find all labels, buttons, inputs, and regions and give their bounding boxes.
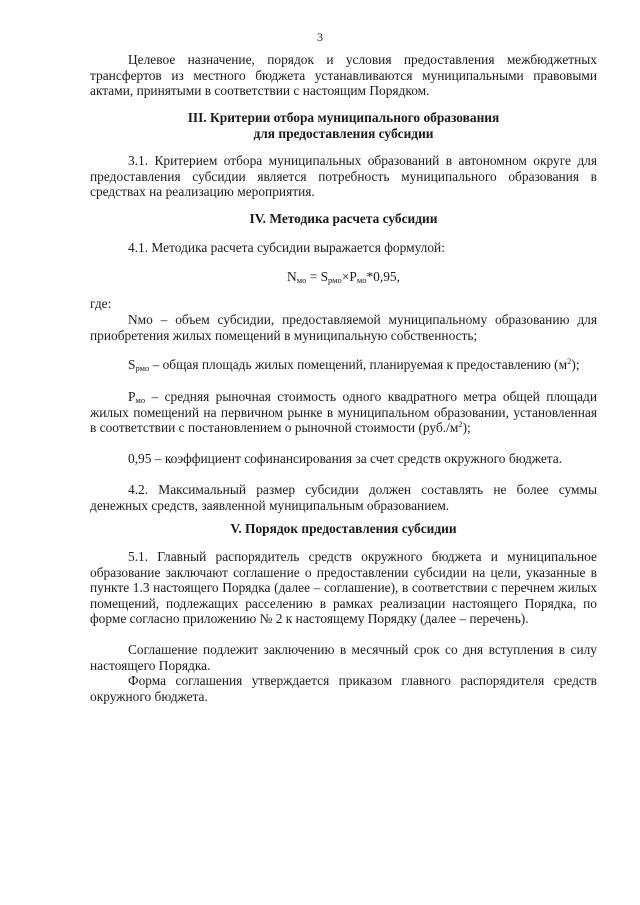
section-3	[90, 110, 597, 141]
def-s-text: – общая площадь жилых помещений, планируемая к предоставлению (м	[149, 357, 568, 372]
formula-times: ×	[341, 269, 350, 284]
section-3-paragraph-1: 3.1. Критерием отбора муниципальных образований в автономном округе для предоставления субсидии является потребность муниципального образования в средствах на реализацию мероприятия.	[90, 153, 597, 200]
formula-p-sub: мо	[356, 275, 367, 285]
formula-p: P	[349, 269, 357, 284]
formula-n: N	[287, 269, 297, 284]
section-5-paragraph-1: 5.1. Главный распорядитель средств окружного бюджета и муниципальное образование заключают соглашение о предоставлении субсидии на цели, указанные в пункте 1.3 настоящего Порядка (далее – соглашение), в соответствии с перечнем жилых помещений, подлежащих расселению в рамках реализации настоящего Порядка, по форме согласно приложению № 2 к настоящему Порядку (далее – перечень).	[90, 549, 597, 627]
section-3-title-line2: для предоставления субсидии	[253, 125, 434, 141]
def-s-sub: рмо	[135, 363, 150, 373]
def-s-end: );	[571, 357, 580, 372]
section-3-title-line1: III. Критерии отбора муниципального образования	[187, 110, 500, 125]
formula	[90, 269, 597, 285]
page-number: 3	[317, 30, 323, 44]
section-5-paragraph-2: Соглашение подлежит заключению в месячный срок со дня вступления в силу настоящего Порядка.	[90, 642, 597, 673]
def-p-text: – средняя рыночная стоимость одного квадратного метра общей площади жилых помещений на первичном рынке в муниципальном образовании, установленная в соответствии с постановлением о рыночной стоимости (руб./м	[90, 389, 597, 436]
formula-eq: =	[306, 269, 321, 284]
def-p-sup: 2	[458, 419, 463, 430]
def-s-sup: 2	[567, 356, 572, 366]
section-4-paragraph-2: 4.2. Максимальный размер субсидии должен составлять не более суммы денежных средств, заявленной муниципальным образованием.	[90, 482, 597, 513]
formula-n-sub: мо	[296, 275, 307, 285]
section-5-paragraph-3: Форма соглашения утверждается приказом главного распорядителя средств окружного бюджета.	[90, 673, 597, 704]
section-4-title: IV. Методика расчета субсидии	[249, 211, 438, 226]
definition-s	[90, 357, 597, 373]
section-5-title: V. Порядок предоставления субсидии	[230, 521, 457, 536]
definition-n: Nмо – объем субсидии, предоставляемой муниципальному образованию для приобретения жилых помещений в муниципальную собственность;	[90, 312, 597, 343]
def-s-symbol: S	[128, 357, 136, 372]
formula-s: S	[320, 269, 329, 284]
definition-coefficient: 0,95 – коэффициент софинансирования за счет средств окружного бюджета.	[128, 451, 563, 466]
def-p-sub: мо	[135, 395, 146, 405]
definition-p	[90, 389, 597, 436]
section-4-paragraph-1: 4.1. Методика расчета субсидии выражается формулой:	[128, 240, 445, 255]
formula-s-sub: рмо	[328, 275, 342, 285]
intro-paragraph: Целевое назначение, порядок и условия предоставления межбюджетных трансфертов из местного бюджета устанавливаются муниципальными правовыми актами, принятыми в соответствии с настоящим Порядком.	[90, 52, 597, 99]
formula-rest: *0,95,	[366, 269, 400, 284]
def-p-symbol: P	[128, 389, 136, 404]
def-p-end: );	[462, 420, 471, 436]
where-label: где:	[90, 296, 112, 311]
